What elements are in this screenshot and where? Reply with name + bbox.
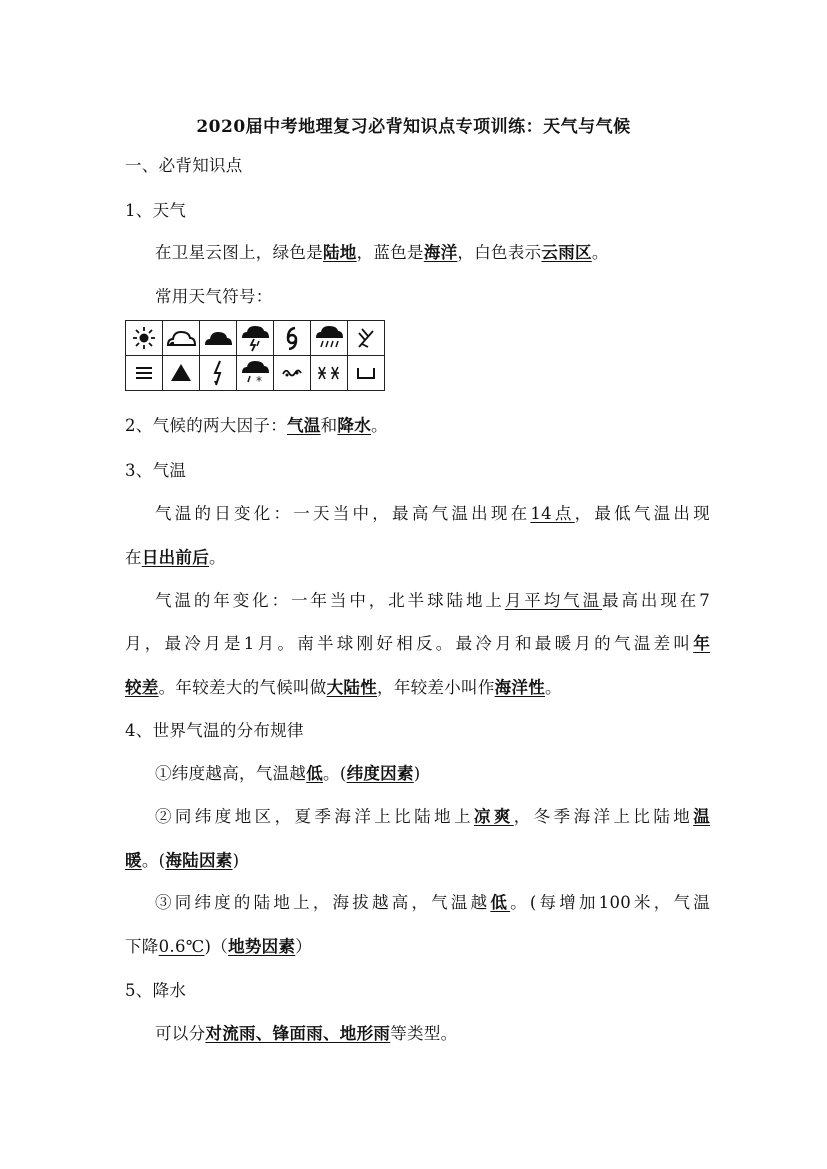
heading-precipitation: 5、降水 xyxy=(125,981,187,1000)
weather-symbol-table xyxy=(125,320,385,391)
lightning-icon xyxy=(200,356,237,391)
heading-temperature: 3、气温 xyxy=(125,461,187,480)
svg-text:*: * xyxy=(256,374,262,387)
wind-icon xyxy=(348,321,385,356)
heading-weather: 1、天气 xyxy=(125,201,187,220)
paragraph-annual-change-1: 气温的年变化：一年当中，北半球陆地上月平均气温最高出现在7 xyxy=(155,591,711,610)
paragraph-rain-types: 可以分对流雨、锋面雨、地形雨等类型。 xyxy=(155,1024,458,1043)
overcast-icon xyxy=(200,321,237,356)
document-title: 2020届中考地理复习必背知识点专项训练：天气与气候 xyxy=(196,117,631,137)
paragraph-latitude-factor: ①纬度越高，气温越低。(纬度因素) xyxy=(155,764,421,783)
haze-icon xyxy=(274,356,311,391)
heading-temperature-distribution: 4、世界气温的分布规律 xyxy=(125,721,304,740)
paragraph-altitude-factor-2: 下降0.6℃)（地势因素） xyxy=(125,937,313,956)
fog-icon xyxy=(126,356,163,391)
paragraph-symbols-label: 常用天气符号： xyxy=(155,287,273,306)
hail-icon xyxy=(163,356,200,391)
typhoon-icon xyxy=(274,321,311,356)
paragraph-annual-change-2: 月，最冷月是1月。南半球刚好相反。最冷月和最暖月的气温差叫年 xyxy=(125,634,710,653)
paragraph-daily-change-1: 气温的日变化：一天当中，最高气温出现在14点，最低气温出现 xyxy=(155,504,710,523)
thunder-shower-icon xyxy=(237,321,274,356)
paragraph-annual-change-3: 较差。年较差大的气候叫做大陆性，年较差小叫作海洋性。 xyxy=(125,678,562,697)
paragraph-land-sea-factor-2: 暖。(海陆因素) xyxy=(125,851,240,870)
sunny-icon xyxy=(126,321,163,356)
heading-climate-factors: 2、气候的两大因子：气温和降水。 xyxy=(125,416,388,435)
section-heading: 一、必背知识点 xyxy=(125,156,243,175)
frost-icon xyxy=(348,356,385,391)
paragraph-daily-change-2: 在日出前后。 xyxy=(125,548,226,567)
paragraph-altitude-factor-1: ③同纬度的陆地上，海拔越高，气温越低。(每增加100米，气温 xyxy=(155,893,710,912)
cloudy-icon xyxy=(163,321,200,356)
snow-icon xyxy=(311,356,348,391)
paragraph-land-sea-factor-1: ②同纬度地区，夏季海洋上比陆地上凉爽，冬季海洋上比陆地温 xyxy=(155,807,710,826)
sleet-icon xyxy=(237,356,274,391)
rain-icon xyxy=(311,321,348,356)
paragraph-satellite: 在卫星云图上，绿色是陆地，蓝色是海洋，白色表示云雨区。 xyxy=(155,243,609,262)
